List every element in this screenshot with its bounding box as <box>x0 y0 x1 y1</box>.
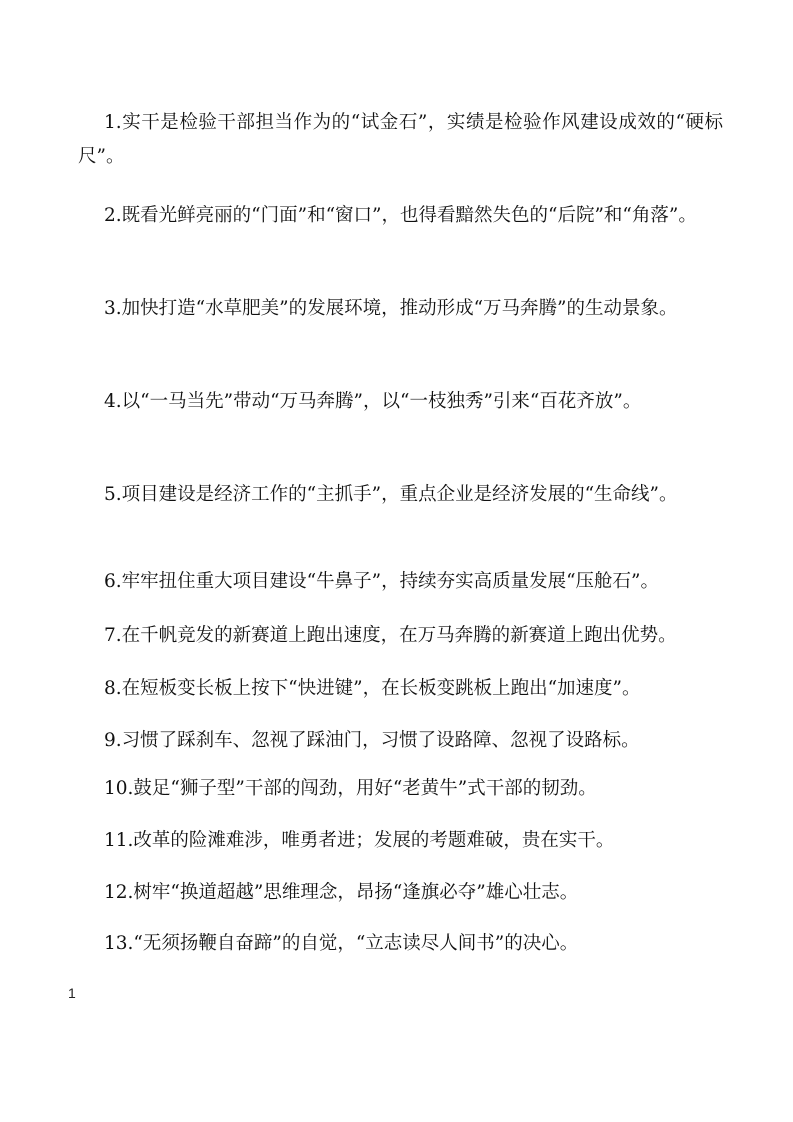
paragraph-2: 2.既看光鲜亮丽的“门面”和“窗口”，也得看黯然失色的“后院”和“角落”。 <box>104 205 697 226</box>
page-number: 1 <box>68 985 76 1001</box>
paragraph-7: 7.在千帆竞发的新赛道上跑出速度，在万马奔腾的新赛道上跑出优势。 <box>104 625 677 646</box>
paragraph-12: 12.树牢“换道超越”思维理念，昂扬“逢旗必夺”雄心壮志。 <box>104 882 579 903</box>
paragraph-11: 11.改革的险滩难涉，唯勇者进；发展的考题难破，贵在实干。 <box>104 830 615 851</box>
paragraph-10: 10.鼓足“狮子型”干部的闯劲，用好“老黄牛”式干部的韧劲。 <box>104 778 597 799</box>
paragraph-4: 4.以“一马当先”带动“万马奔腾”，以“一枝独秀”引来“百花齐放”。 <box>104 391 642 412</box>
paragraph-8: 8.在短板变长板上按下“快进键”，在长板变跳板上跑出“加速度”。 <box>104 678 641 699</box>
paragraph-1: 1.实干是检验干部担当作为的“试金石”，实绩是检验作风建设成效的“硬标尺”。 <box>78 112 723 167</box>
paragraph-3: 3.加快打造“水草肥美”的发展环境，推动形成“万马奔腾”的生动景象。 <box>104 298 678 319</box>
paragraph-6: 6.牢牢扭住重大项目建设“牛鼻子”，持续夯实高质量发展“压舱石”。 <box>104 571 659 592</box>
paragraph-5: 5.项目建设是经济工作的“主抓手”，重点企业是经济发展的“生命线”。 <box>104 484 678 505</box>
paragraph-9: 9.习惯了踩刹车、忽视了踩油门，习惯了设路障、忽视了设路标。 <box>104 730 640 751</box>
paragraph-13: 13.“无须扬鞭自奋蹄”的自觉，“立志读尽人间书”的决心。 <box>104 933 579 954</box>
